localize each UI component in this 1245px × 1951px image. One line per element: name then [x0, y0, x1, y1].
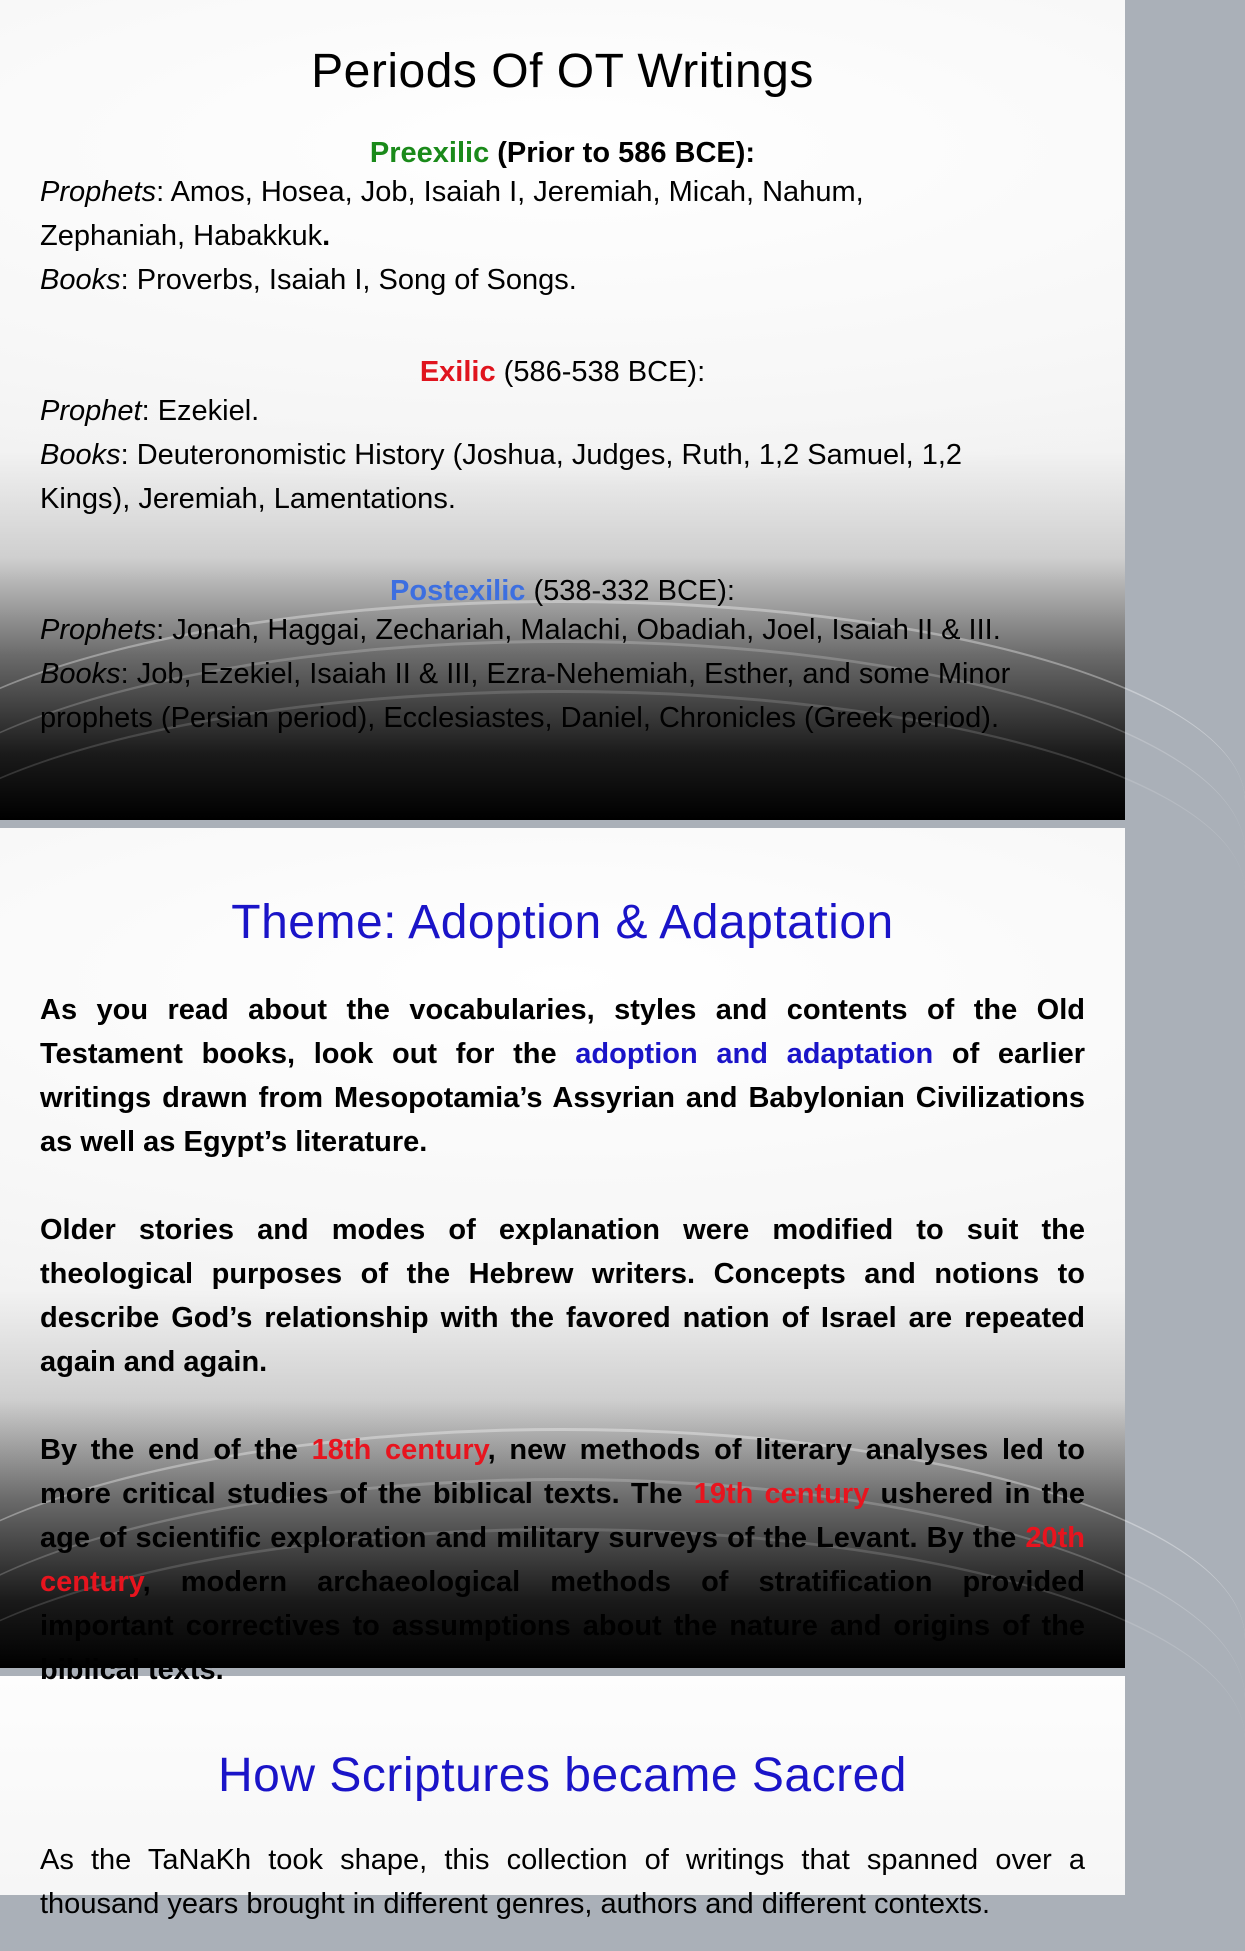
preexilic-label: Preexilic [369, 137, 490, 169]
exilic-heading [40, 356, 1085, 389]
slide-title: Theme: Adoption & Adaptation [231, 896, 894, 949]
sacred-paragraph-1: As the TaNaKh took shape, this collection of writings that spanned over a thousand years brought in different genres, authors and different contexts. [40, 1844, 1085, 1920]
postexilic-prophets: Prophets: Jonah, Haggai, Zechariah, Malachi, Obadiah, Joel, Isaiah II & III. [40, 614, 1001, 646]
postexilic-books: Books: Job, Ezekiel, Isaiah II & III, Ezra-Nehemiah, Esther, and some Minor [40, 658, 1011, 690]
slide-periods [0, 0, 1125, 820]
slide-sacred [0, 1676, 1125, 1920]
theme-paragraph-3: By the end of the 18th century, new methods of literary analyses led to more critical studies of the biblical texts. The 19th century ushered in the age of scientific exploration and military surveys of the Levant. By the 20th century, modern archaeological methods of stratification provided important correctives to assumptions about the nature and origins of the biblical texts. [40, 1434, 1085, 1686]
theme-paragraph-2: Older stories and modes of explanation were modified to suit the theological purposes of the Hebrew writers. Concepts and notions to describe God’s relationship with the favored nation of Israel are repeated again and again. [40, 1214, 1085, 1378]
exilic-prophet: Prophet: Ezekiel. [40, 395, 260, 427]
slide-title: Periods Of OT Writings [311, 45, 814, 98]
preexilic-prophets: Prophets: Amos, Hosea, Job, Isaiah I, Jeremiah, Micah, Nahum, [40, 176, 864, 208]
preexilic-heading [40, 137, 1085, 170]
postexilic-label: Postexilic [390, 575, 526, 607]
postexilic-heading [40, 575, 1085, 608]
exilic-books-cont: Kings), Jeremiah, Lamentations. [40, 483, 456, 515]
highlight-adoption: adoption and adaptation [575, 1038, 934, 1070]
highlight-19th-century: 19th century [693, 1478, 870, 1510]
postexilic-books-cont: prophets (Persian period), Ecclesiastes, Daniel, Chronicles (Greek period). [40, 702, 1000, 734]
highlight-20th-century: 20th century [40, 1522, 1085, 1598]
theme-paragraph-1: As you read about the vocabularies, styles and contents of the Old Testament books, look out for the adoption and adaptation of earlier writings drawn from Mesopotamia’s Assyrian and Babylonian Civilizations as well as Egypt’s literature. [40, 994, 1085, 1158]
slide-divider [0, 820, 1125, 828]
exilic-books: Books: Deuteronomistic History (Joshua, Judges, Ruth, 1,2 Samuel, 1,2 [40, 439, 963, 471]
slide-theme [0, 828, 1125, 1686]
preexilic-range: (Prior to 586 BCE): [489, 137, 756, 169]
preexilic-books: Books: Proverbs, Isaiah I, Song of Songs. [40, 264, 577, 296]
slide-title: How Scriptures became Sacred [218, 1749, 907, 1802]
exilic-label: Exilic [419, 356, 496, 388]
preexilic-prophets-cont: Zephaniah, Habakkuk. [40, 220, 331, 252]
postexilic-range: (538-332 BCE): [525, 575, 735, 607]
highlight-18th-century: 18th century [311, 1434, 488, 1466]
exilic-range: (586-538 BCE): [495, 356, 706, 388]
